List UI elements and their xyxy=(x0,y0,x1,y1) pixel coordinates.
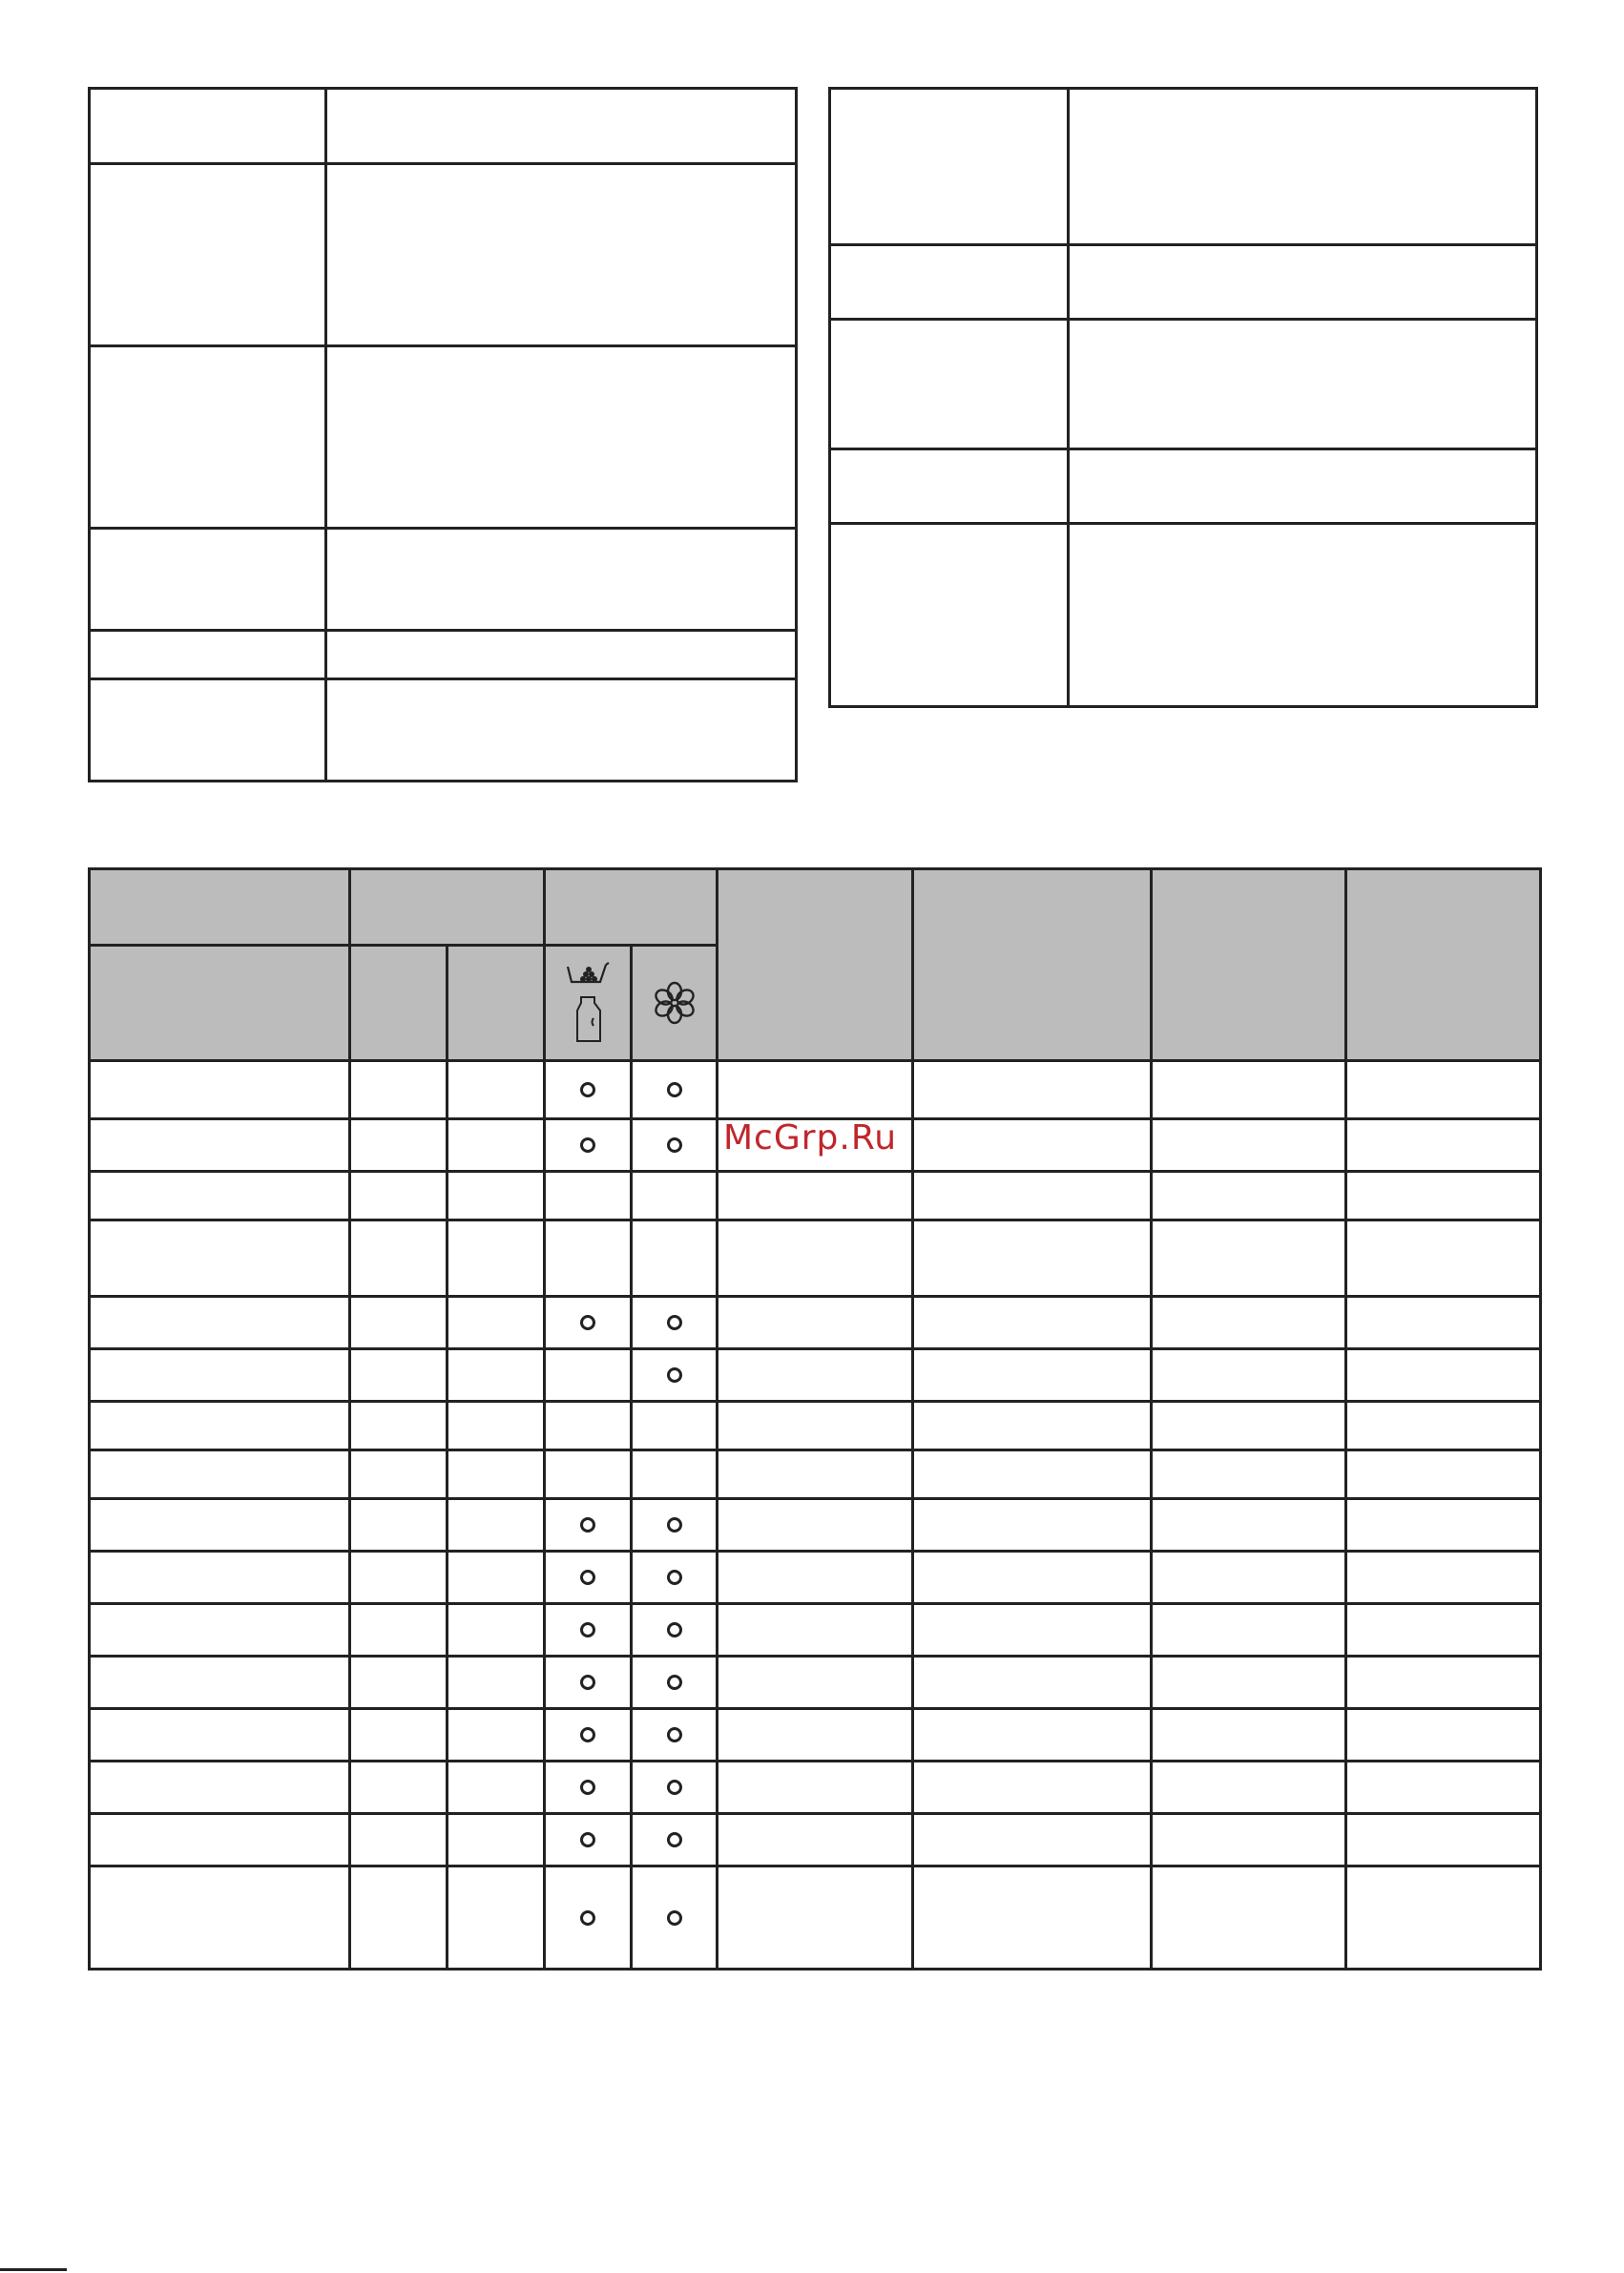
detergent-cell xyxy=(545,1709,632,1762)
circle-mark-icon xyxy=(580,1910,595,1926)
table-row xyxy=(90,1866,1541,1970)
table-cell xyxy=(913,1657,1152,1709)
table-cell xyxy=(448,1297,545,1349)
table-cell xyxy=(1346,1349,1541,1402)
detergent-cell xyxy=(545,1220,632,1297)
table-cell xyxy=(1152,1119,1346,1172)
table-row xyxy=(90,1604,1541,1657)
table-cell xyxy=(1069,89,1537,245)
circle-mark-icon xyxy=(580,1832,595,1847)
table-cell xyxy=(350,1450,448,1499)
softener-cell xyxy=(632,1552,718,1604)
detergent-cell xyxy=(545,1552,632,1604)
program-table xyxy=(88,867,1542,1971)
table-cell xyxy=(326,89,797,164)
circle-mark-icon xyxy=(667,1517,682,1533)
table-cell xyxy=(718,1220,913,1297)
table-cell xyxy=(1152,1172,1346,1220)
table-cell xyxy=(913,1604,1152,1657)
circle-mark-icon xyxy=(580,1622,595,1637)
table-cell xyxy=(90,1866,350,1970)
softener-cell xyxy=(632,1499,718,1552)
table-cell xyxy=(913,1402,1152,1450)
detergent-icon xyxy=(564,961,612,1045)
softener-cell xyxy=(632,1866,718,1970)
table-cell xyxy=(830,89,1069,245)
header-cell xyxy=(545,869,718,946)
table-cell xyxy=(1152,1552,1346,1604)
detergent-cell xyxy=(545,1402,632,1450)
table-row xyxy=(90,1709,1541,1762)
detergent-cell xyxy=(545,1604,632,1657)
table-cell xyxy=(326,346,797,529)
table-cell xyxy=(350,1220,448,1297)
table-cell xyxy=(448,1866,545,1970)
table-cell xyxy=(350,1349,448,1402)
table-row xyxy=(90,1349,1541,1402)
program-table-body xyxy=(90,1061,1541,1970)
table-cell xyxy=(1069,449,1537,524)
table-cell xyxy=(718,1450,913,1499)
table-cell xyxy=(1346,1604,1541,1657)
table-row xyxy=(90,1762,1541,1814)
table-cell xyxy=(350,1762,448,1814)
table-cell xyxy=(1152,1402,1346,1450)
table-cell xyxy=(1152,1297,1346,1349)
circle-mark-icon xyxy=(667,1780,682,1795)
top-left-table xyxy=(88,87,798,782)
softener-cell xyxy=(632,1172,718,1220)
table-cell xyxy=(350,1061,448,1119)
table-cell xyxy=(1069,320,1537,449)
table-cell xyxy=(1346,1762,1541,1814)
table-cell xyxy=(448,1499,545,1552)
table-cell xyxy=(718,1297,913,1349)
table-cell xyxy=(913,1709,1152,1762)
table-cell xyxy=(913,1499,1152,1552)
table-cell xyxy=(90,1814,350,1866)
header-cell xyxy=(718,869,913,1061)
table-cell xyxy=(1346,1709,1541,1762)
table-cell xyxy=(90,1119,350,1172)
table-cell xyxy=(1346,1220,1541,1297)
table-cell xyxy=(90,1552,350,1604)
top-right-table xyxy=(828,87,1538,708)
circle-mark-icon xyxy=(667,1082,682,1097)
table-cell xyxy=(448,1657,545,1709)
detergent-cell xyxy=(545,1450,632,1499)
table-cell xyxy=(448,1709,545,1762)
table-row xyxy=(90,1814,1541,1866)
softener-cell xyxy=(632,1349,718,1402)
softener-cell xyxy=(632,1762,718,1814)
detergent-cell xyxy=(545,1657,632,1709)
circle-mark-icon xyxy=(580,1137,595,1153)
table-cell xyxy=(90,631,326,679)
circle-mark-icon xyxy=(667,1367,682,1383)
table-cell xyxy=(326,631,797,679)
table-cell xyxy=(830,449,1069,524)
table-cell xyxy=(350,1814,448,1866)
table-cell xyxy=(1152,1604,1346,1657)
table-cell xyxy=(350,1604,448,1657)
table-cell xyxy=(1346,1499,1541,1552)
table-cell xyxy=(913,1119,1152,1172)
table-cell xyxy=(350,1709,448,1762)
table-cell xyxy=(350,1499,448,1552)
table-cell xyxy=(90,346,326,529)
circle-mark-icon xyxy=(580,1675,595,1690)
header-cell xyxy=(1152,869,1346,1061)
table-cell xyxy=(350,1402,448,1450)
table-cell xyxy=(1152,1061,1346,1119)
circle-mark-icon xyxy=(580,1082,595,1097)
table-cell xyxy=(1346,1814,1541,1866)
table-cell xyxy=(718,1657,913,1709)
table-cell xyxy=(448,1402,545,1450)
table-cell xyxy=(1346,1297,1541,1349)
table-row xyxy=(90,1220,1541,1297)
table-cell xyxy=(1346,1061,1541,1119)
table-cell xyxy=(448,1552,545,1604)
table-cell xyxy=(718,1814,913,1866)
table-cell xyxy=(913,1172,1152,1220)
table-cell xyxy=(1152,1349,1346,1402)
table-cell xyxy=(1152,1762,1346,1814)
table-cell xyxy=(913,1866,1152,1970)
table-cell xyxy=(448,1814,545,1866)
table-cell xyxy=(913,1061,1152,1119)
table-cell xyxy=(448,1762,545,1814)
circle-mark-icon xyxy=(667,1570,682,1585)
table-cell xyxy=(718,1709,913,1762)
circle-mark-icon xyxy=(580,1727,595,1742)
detergent-cell xyxy=(545,1297,632,1349)
header-cell xyxy=(1346,869,1541,1061)
table-cell xyxy=(913,1552,1152,1604)
table-cell xyxy=(1152,1450,1346,1499)
softener-cell xyxy=(632,1402,718,1450)
table-cell xyxy=(350,1866,448,1970)
table-cell xyxy=(350,1552,448,1604)
table-cell xyxy=(913,1762,1152,1814)
table-cell xyxy=(448,1450,545,1499)
table-cell xyxy=(90,1604,350,1657)
detergent-cell xyxy=(545,1866,632,1970)
table-cell xyxy=(326,164,797,346)
softener-icon xyxy=(652,980,697,1026)
detergent-cell xyxy=(545,1762,632,1814)
table-cell xyxy=(718,1762,913,1814)
softener-cell xyxy=(632,1220,718,1297)
circle-mark-icon xyxy=(667,1622,682,1637)
header-cell xyxy=(913,869,1152,1061)
table-cell xyxy=(90,1172,350,1220)
table-cell xyxy=(718,1604,913,1657)
detergent-cell xyxy=(545,1349,632,1402)
header-cell xyxy=(448,946,545,1061)
circle-mark-icon xyxy=(580,1780,595,1795)
table-row xyxy=(90,1402,1541,1450)
header-cell xyxy=(90,869,350,946)
circle-mark-icon xyxy=(667,1910,682,1926)
table-cell xyxy=(913,1297,1152,1349)
table-row xyxy=(90,1061,1541,1119)
table-cell xyxy=(718,1552,913,1604)
softener-cell xyxy=(632,1297,718,1349)
table-cell xyxy=(1346,1402,1541,1450)
table-cell xyxy=(1346,1450,1541,1499)
table-cell xyxy=(90,89,326,164)
table-cell xyxy=(913,1220,1152,1297)
table-cell xyxy=(448,1172,545,1220)
table-cell xyxy=(1152,1866,1346,1970)
softener-cell xyxy=(632,1709,718,1762)
table-row xyxy=(90,1172,1541,1220)
table-cell xyxy=(913,1349,1152,1402)
table-cell xyxy=(90,164,326,346)
table-cell xyxy=(350,1172,448,1220)
header-cell-softener xyxy=(632,946,718,1061)
header-cell xyxy=(90,946,350,1061)
detergent-cell xyxy=(545,1172,632,1220)
detergent-cell xyxy=(545,1061,632,1119)
table-cell xyxy=(830,524,1069,707)
table-cell xyxy=(1346,1866,1541,1970)
table-cell xyxy=(718,1402,913,1450)
table-cell xyxy=(1069,524,1537,707)
table-cell xyxy=(90,1762,350,1814)
table-row xyxy=(90,1450,1541,1499)
table-cell xyxy=(830,245,1069,320)
softener-cell xyxy=(632,1604,718,1657)
header-cell-detergent xyxy=(545,946,632,1061)
table-cell xyxy=(90,1402,350,1450)
table-cell xyxy=(913,1814,1152,1866)
detergent-cell xyxy=(545,1119,632,1172)
softener-cell xyxy=(632,1119,718,1172)
table-cell xyxy=(913,1450,1152,1499)
table-cell xyxy=(1346,1119,1541,1172)
softener-cell xyxy=(632,1450,718,1499)
table-cell xyxy=(90,1349,350,1402)
circle-mark-icon xyxy=(580,1315,595,1330)
circle-mark-icon xyxy=(667,1137,682,1153)
table-cell xyxy=(326,679,797,782)
table-cell xyxy=(1346,1657,1541,1709)
table-cell xyxy=(1152,1499,1346,1552)
header-cell xyxy=(350,946,448,1061)
softener-cell xyxy=(632,1814,718,1866)
circle-mark-icon xyxy=(667,1315,682,1330)
table-cell xyxy=(830,320,1069,449)
watermark-text: McGrp.Ru xyxy=(723,1118,898,1157)
table-cell xyxy=(718,1866,913,1970)
detergent-cell xyxy=(545,1814,632,1866)
table-cell xyxy=(350,1297,448,1349)
table-cell xyxy=(90,1499,350,1552)
table-cell xyxy=(1346,1552,1541,1604)
table-cell xyxy=(448,1604,545,1657)
table-cell xyxy=(350,1657,448,1709)
table-cell xyxy=(90,679,326,782)
table-cell xyxy=(448,1061,545,1119)
footer-rule xyxy=(0,2268,67,2271)
table-cell xyxy=(350,1119,448,1172)
header-cell xyxy=(350,869,545,946)
table-row xyxy=(90,1657,1541,1709)
table-cell xyxy=(90,1061,350,1119)
table-row xyxy=(90,1499,1541,1552)
table-row xyxy=(90,1552,1541,1604)
table-row xyxy=(90,1297,1541,1349)
table-cell xyxy=(1069,245,1537,320)
circle-mark-icon xyxy=(580,1517,595,1533)
softener-cell xyxy=(632,1657,718,1709)
circle-mark-icon xyxy=(580,1570,595,1585)
table-cell xyxy=(1152,1709,1346,1762)
table-cell xyxy=(90,1297,350,1349)
table-cell xyxy=(90,1450,350,1499)
table-cell xyxy=(448,1220,545,1297)
circle-mark-icon xyxy=(667,1832,682,1847)
table-cell xyxy=(90,1220,350,1297)
table-cell xyxy=(90,529,326,631)
table-cell xyxy=(1152,1220,1346,1297)
table-cell xyxy=(718,1499,913,1552)
table-cell xyxy=(448,1349,545,1402)
table-cell xyxy=(1152,1814,1346,1866)
table-cell xyxy=(718,1172,913,1220)
circle-mark-icon xyxy=(667,1727,682,1742)
detergent-cell xyxy=(545,1499,632,1552)
table-cell xyxy=(448,1119,545,1172)
table-cell xyxy=(90,1709,350,1762)
table-cell xyxy=(718,1349,913,1402)
table-cell xyxy=(1346,1172,1541,1220)
table-cell xyxy=(718,1061,913,1119)
circle-mark-icon xyxy=(667,1675,682,1690)
table-cell xyxy=(326,529,797,631)
table-cell xyxy=(1152,1657,1346,1709)
softener-cell xyxy=(632,1061,718,1119)
table-cell xyxy=(90,1657,350,1709)
